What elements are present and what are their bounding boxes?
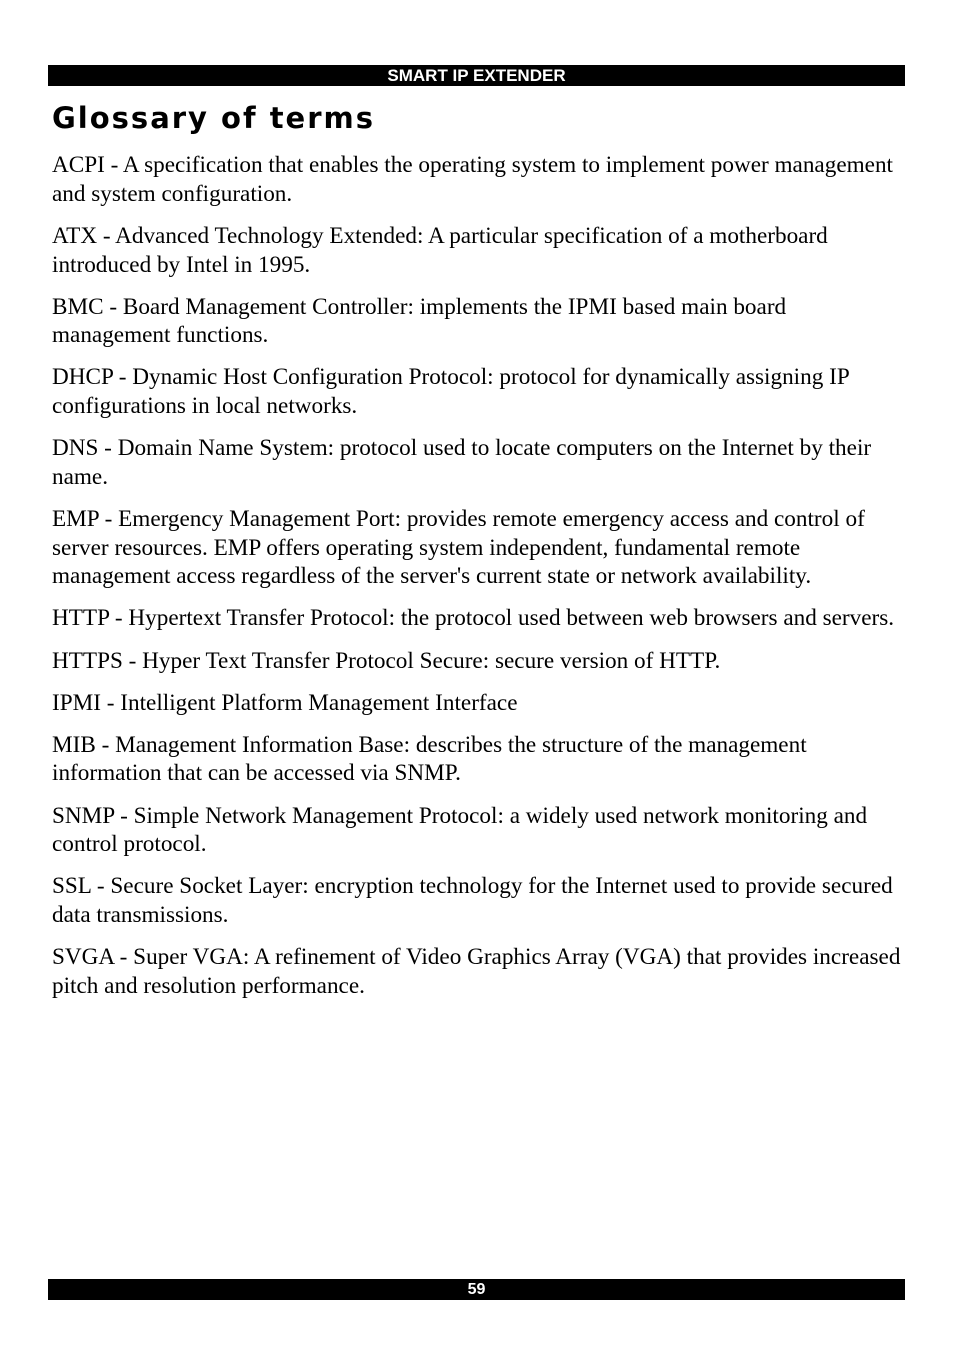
glossary-entry-acpi: ACPI - A specification that enables the operating system to implement power management and system configuration. xyxy=(52,152,893,207)
page-number: 59 xyxy=(467,1281,486,1298)
glossary-entry-dhcp: DHCP - Dynamic Host Configuration Protocol: protocol for dynamically assigning IP configurations in local networks. xyxy=(52,364,849,420)
glossary-entry-dns: DNS - Domain Name System: protocol used to locate computers on the Internet by their name. xyxy=(52,435,872,490)
running-header xyxy=(48,65,905,86)
page-footer xyxy=(48,1279,905,1300)
glossary-list xyxy=(52,151,902,1014)
glossary-entry-ipmi: IPMI - Intelligent Platform Management Interface xyxy=(52,689,518,716)
glossary-entry-ssl: SSL - Secure Socket Layer: encryption technology for the Internet used to provide secured data transmissions. xyxy=(52,873,893,929)
glossary-entry-svga: SVGA - Super VGA: A refinement of Video Graphics Array (VGA) that provides increased pitch and resolution performance. xyxy=(52,944,901,999)
glossary-entry-mib: MIB - Management Information Base: describes the structure of the management information that can be accessed via SNMP. xyxy=(52,731,807,787)
glossary-entry-bmc: BMC - Board Management Controller: implements the IPMI based main board management functions. xyxy=(52,293,787,349)
glossary-entry-atx: ATX - Advanced Technology Extended: A particular specification of a motherboard introduced by Intel in 1995. xyxy=(52,222,828,278)
page-title: Glossary of terms xyxy=(52,101,376,135)
glossary-entry-https: HTTPS - Hyper Text Transfer Protocol Secure: secure version of HTTP. xyxy=(52,647,721,674)
glossary-entry-http: HTTP - Hypertext Transfer Protocol: the protocol used between web browsers and servers. xyxy=(52,605,895,632)
glossary-entry-snmp: SNMP - Simple Network Management Protocol: a widely used network monitoring and control protocol. xyxy=(52,802,868,858)
header-title: SMART IP EXTENDER xyxy=(387,66,566,85)
glossary-entry-emp: EMP - Emergency Management Port: provides remote emergency access and control of server resources. EMP offers operating system independent, fundamental remote management access regardless of the server's current state or network availability. xyxy=(52,505,865,590)
